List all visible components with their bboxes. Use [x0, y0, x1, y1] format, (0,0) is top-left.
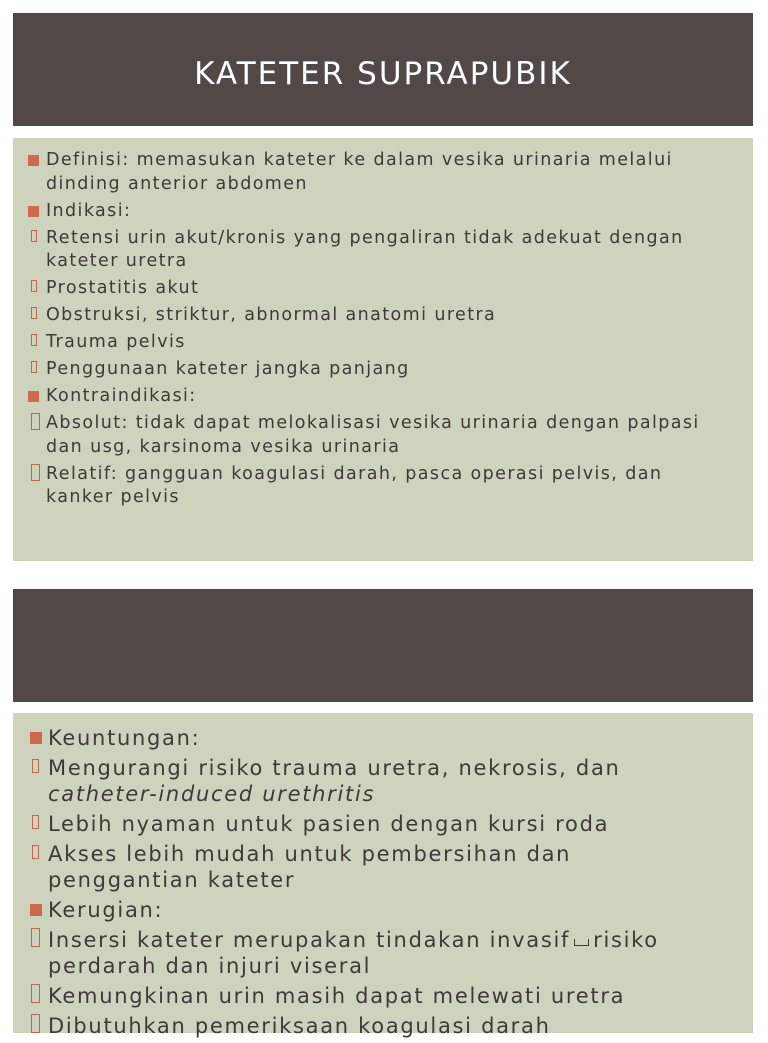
- list-item: Absolut: tidak dapat melokalisasi vesika urinaria dengan palpasi dan usg, karsinoma vesika urinaria: [46, 412, 713, 459]
- sub-bullet-icon: [31, 984, 40, 1003]
- list-item: Mengurangi risiko trauma uretra, nekrosis, dan catheter-induced urethritis: [48, 755, 713, 807]
- sub-bullet-icon: [31, 928, 40, 947]
- list-item: Kemungkinan urin masih dapat melewati uretra: [48, 983, 713, 1009]
- slide2-bullet-list: [48, 725, 713, 1043]
- sub-bullet-icon: [31, 307, 37, 319]
- sub-bullet-icon: [31, 230, 37, 242]
- list-item: Insersi kateter merupakan tindakan invasif risiko perdarah dan injuri viseral: [48, 927, 713, 979]
- square-bullet-icon: [28, 206, 39, 217]
- sub-bullet-icon: [31, 334, 37, 346]
- list-item: Definisi: memasukan kateter ke dalam vesika urinaria melalui dinding anterior abdomen: [46, 149, 713, 196]
- list-item: Retensi urin akut/kronis yang pengaliran tidak adekuat dengan kateter uretra: [46, 227, 713, 274]
- list-item: Indikasi:: [46, 200, 713, 224]
- sub-bullet-icon: [31, 464, 40, 481]
- list-item: Lebih nyaman untuk pasien dengan kursi roda: [48, 811, 713, 837]
- slide1-title-bar: [13, 13, 753, 126]
- slide2-content-panel: [13, 713, 753, 1038]
- square-bullet-icon: [28, 155, 39, 166]
- slide1-content-panel: [13, 138, 753, 561]
- missing-glyph-icon: [574, 939, 589, 946]
- sub-bullet-icon: [31, 413, 40, 430]
- list-item: Kontraindikasi:: [46, 385, 713, 409]
- sub-bullet-icon: [32, 759, 39, 773]
- slide2-title-bar: [13, 589, 753, 702]
- list-item: Prostatitis akut: [46, 277, 713, 301]
- list-item: Penggunaan kateter jangka panjang: [46, 358, 713, 382]
- list-item: Akses lebih mudah untuk pembersihan dan penggantian kateter: [48, 841, 713, 893]
- slide1-title: KATETER SUPRAPUBIK: [194, 56, 572, 92]
- list-item: Relatif: gangguan koagulasi darah, pasca operasi pelvis, dan kanker pelvis: [46, 463, 713, 510]
- list-item: Keuntungan:: [48, 725, 713, 751]
- sub-bullet-icon: [32, 845, 39, 859]
- square-bullet-icon: [28, 391, 39, 402]
- sub-bullet-icon: [31, 280, 37, 292]
- sub-bullet-icon: [31, 361, 37, 373]
- square-bullet-icon: [30, 732, 42, 744]
- sub-bullet-icon: [32, 815, 39, 829]
- slide1-bullet-list: [46, 149, 713, 513]
- list-item: Trauma pelvis: [46, 331, 713, 355]
- square-bullet-icon: [30, 904, 42, 916]
- list-item: Obstruksi, striktur, abnormal anatomi uretra: [46, 304, 713, 328]
- list-item: Kerugian:: [48, 897, 713, 923]
- list-item: Dibutuhkan pemeriksaan koagulasi darah: [48, 1013, 713, 1039]
